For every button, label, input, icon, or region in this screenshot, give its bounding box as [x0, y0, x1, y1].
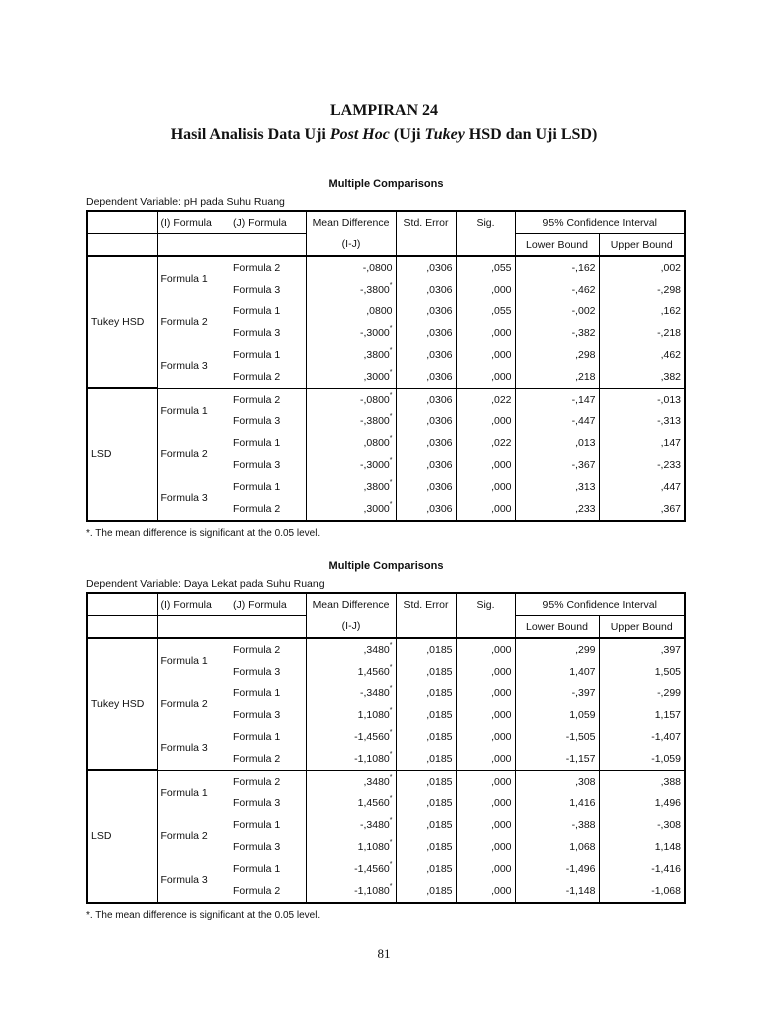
header-blank: [230, 234, 306, 257]
std-error-cell: ,0185: [396, 683, 456, 705]
lower-bound-cell: ,218: [515, 366, 599, 388]
header-blank: [157, 234, 230, 257]
std-error-cell: ,0306: [396, 366, 456, 388]
upper-bound-cell: 1,148: [599, 836, 685, 858]
subtitle-part-3: HSD dan Uji LSD): [464, 126, 598, 143]
upper-bound-cell: 1,505: [599, 661, 685, 683]
sig-cell: ,000: [456, 683, 515, 705]
mean-difference-value: 1,1080: [357, 841, 390, 854]
table-row: [87, 814, 685, 836]
header-confidence-interval: 95% Confidence Interval: [515, 593, 685, 616]
j-formula-cell: Formula 1: [233, 437, 281, 450]
header-i-formula: (I) Formula: [157, 593, 230, 616]
table-row: [87, 476, 685, 498]
lower-bound-cell: 1,059: [515, 704, 599, 726]
lower-bound-cell: -,002: [515, 301, 599, 323]
mean-difference-cell: [306, 322, 396, 344]
j-formula-cell: Formula 3: [233, 797, 281, 810]
header-mean-difference: Mean Difference: [306, 593, 396, 616]
std-error-cell: ,0306: [396, 301, 456, 323]
sig-cell: ,000: [456, 411, 515, 433]
upper-bound-cell: -,298: [599, 279, 685, 301]
header-j-formula: (J) Formula: [233, 216, 287, 229]
group-label: Formula 2: [157, 301, 230, 345]
lower-bound-cell: ,313: [515, 476, 599, 498]
group-label: Formula 2: [157, 814, 230, 858]
mean-difference-cell: [306, 661, 396, 683]
upper-bound-cell: -,313: [599, 411, 685, 433]
significance-marker: *: [389, 860, 393, 868]
significance-marker: *: [389, 281, 393, 289]
lower-bound-cell: -,162: [515, 256, 599, 279]
method-label: LSD: [87, 770, 157, 902]
mean-difference-value: -,3000: [359, 327, 390, 340]
header-upper-bound: Upper Bound: [599, 234, 685, 257]
lower-bound-cell: -,397: [515, 683, 599, 705]
j-formula-cell: Formula 2: [230, 388, 306, 410]
sig-cell: ,000: [456, 661, 515, 683]
mean-difference-cell: [306, 858, 396, 880]
upper-bound-cell: -1,407: [599, 726, 685, 748]
comparison-table: [86, 592, 686, 904]
std-error-cell: ,0185: [396, 793, 456, 815]
header-blank: [87, 616, 157, 639]
std-error-cell: ,0306: [396, 498, 456, 521]
std-error-cell: ,0306: [396, 388, 456, 410]
std-error-cell: ,0185: [396, 661, 456, 683]
table-block-ph: [86, 178, 686, 539]
j-formula-cell: Formula 1: [233, 731, 281, 744]
comparison-table: [86, 210, 686, 522]
group-label: Formula 2: [157, 432, 230, 476]
sig-cell: ,000: [456, 638, 515, 661]
sig-cell: ,055: [456, 256, 515, 279]
upper-bound-cell: ,382: [599, 366, 685, 388]
mean-difference-value: ,3000: [363, 370, 390, 383]
header-sig: Sig.: [456, 211, 515, 234]
std-error-cell: ,0185: [396, 704, 456, 726]
std-error-cell: ,0306: [396, 476, 456, 498]
significance-marker: *: [389, 500, 393, 508]
mean-difference-cell: [306, 683, 396, 705]
lower-bound-cell: -1,157: [515, 748, 599, 770]
mean-difference-value: ,0800: [363, 437, 390, 450]
lower-bound-cell: ,013: [515, 432, 599, 454]
significance-marker: *: [389, 707, 393, 715]
upper-bound-cell: ,002: [599, 256, 685, 279]
header-blank: [456, 616, 515, 639]
sig-cell: ,000: [456, 836, 515, 858]
table-title: Multiple Comparisons: [328, 178, 444, 190]
header-mean-difference-sub: (I-J): [306, 616, 396, 639]
dependent-variable: Dependent Variable: Daya Lekat pada Suhu Ruang: [86, 578, 325, 590]
mean-difference-value: -,3800: [359, 283, 390, 296]
mean-difference-value: -,0800: [359, 393, 390, 406]
lower-bound-cell: -,367: [515, 454, 599, 476]
mean-difference-value: ,3000: [363, 502, 390, 515]
j-formula-cell: Formula 1: [233, 349, 281, 362]
sig-cell: ,000: [456, 476, 515, 498]
group-label: Formula 2: [157, 683, 230, 727]
header-blank: [87, 593, 157, 616]
lower-bound-cell: -1,505: [515, 726, 599, 748]
upper-bound-cell: ,388: [599, 770, 685, 792]
std-error-cell: ,0306: [396, 322, 456, 344]
j-formula-cell: Formula 3: [233, 841, 281, 854]
lower-bound-cell: 1,068: [515, 836, 599, 858]
std-error-cell: ,0306: [396, 432, 456, 454]
header-blank: [396, 234, 456, 257]
j-formula-cell: Formula 1: [233, 305, 281, 318]
header-lower-bound: Lower Bound: [515, 234, 599, 257]
page-title: LAMPIRAN 24: [330, 102, 438, 119]
std-error-cell: ,0185: [396, 748, 456, 770]
significance-marker: *: [389, 685, 393, 693]
mean-difference-cell: [306, 256, 396, 279]
table-row: [87, 432, 685, 454]
mean-difference-value: ,3480: [363, 775, 390, 788]
mean-difference-cell: [306, 836, 396, 858]
std-error-cell: ,0306: [396, 279, 456, 301]
j-formula-cell: Formula 2: [233, 884, 281, 897]
group-label: Formula 1: [157, 770, 230, 814]
j-formula-cell: Formula 3: [233, 283, 281, 296]
significance-marker: *: [389, 325, 393, 333]
j-formula-cell: Formula 3: [233, 327, 281, 340]
mean-difference-cell: [306, 880, 396, 903]
significance-marker: *: [389, 368, 393, 376]
mean-difference-value: -1,1080: [354, 752, 390, 765]
subtitle-tukey: Tukey: [424, 126, 465, 143]
upper-bound-cell: -1,416: [599, 858, 685, 880]
mean-difference-value: 1,4560: [357, 797, 390, 810]
header-mean-difference-sub: (I-J): [306, 234, 396, 257]
table-row: [87, 858, 685, 880]
header-upper-bound: Upper Bound: [599, 616, 685, 639]
j-formula-cell: Formula 2: [233, 261, 281, 274]
upper-bound-cell: -,013: [599, 388, 685, 410]
upper-bound-cell: -,218: [599, 322, 685, 344]
upper-bound-cell: ,162: [599, 301, 685, 323]
header-blank: [456, 234, 515, 257]
sig-cell: ,055: [456, 301, 515, 323]
header-row: [87, 593, 685, 616]
upper-bound-cell: ,447: [599, 476, 685, 498]
upper-bound-cell: 1,496: [599, 793, 685, 815]
j-formula-cell: Formula 1: [233, 687, 281, 700]
mean-difference-value: -,3000: [359, 459, 390, 472]
mean-difference-value: 1,1080: [357, 709, 390, 722]
header-row: [87, 234, 685, 257]
header-blank: [157, 616, 230, 639]
std-error-cell: ,0185: [396, 726, 456, 748]
sig-cell: ,022: [456, 432, 515, 454]
table-row: [87, 683, 685, 705]
significance-marker: *: [389, 882, 393, 890]
sig-cell: ,000: [456, 454, 515, 476]
j-formula-cell: Formula 2: [233, 752, 281, 765]
mean-difference-cell: [306, 388, 396, 410]
lower-bound-cell: ,298: [515, 344, 599, 366]
sig-cell: ,000: [456, 793, 515, 815]
mean-difference-cell: [306, 279, 396, 301]
mean-difference-cell: [306, 432, 396, 454]
method-label: Tukey HSD: [87, 256, 157, 388]
sig-cell: ,000: [456, 366, 515, 388]
j-formula-cell: Formula 1: [233, 819, 281, 832]
upper-bound-cell: -1,068: [599, 880, 685, 903]
significance-marker: *: [389, 773, 393, 781]
std-error-cell: ,0306: [396, 454, 456, 476]
significance-marker: *: [389, 839, 393, 847]
mean-difference-cell: [306, 748, 396, 770]
lower-bound-cell: -,388: [515, 814, 599, 836]
lower-bound-cell: 1,416: [515, 793, 599, 815]
header-confidence-interval: 95% Confidence Interval: [515, 211, 685, 234]
group-label: Formula 1: [157, 388, 230, 432]
header-blank: [396, 616, 456, 639]
upper-bound-cell: -,233: [599, 454, 685, 476]
group-label: Formula 3: [157, 858, 230, 903]
sig-cell: ,000: [456, 344, 515, 366]
std-error-cell: ,0185: [396, 858, 456, 880]
sig-cell: ,022: [456, 388, 515, 410]
table-row: [87, 344, 685, 366]
mean-difference-cell: [306, 793, 396, 815]
header-lower-bound: Lower Bound: [515, 616, 599, 639]
std-error-cell: ,0185: [396, 770, 456, 792]
mean-difference-value: ,3800: [363, 349, 390, 362]
mean-difference-value: -,3480: [359, 819, 390, 832]
std-error-cell: ,0185: [396, 814, 456, 836]
std-error-cell: ,0185: [396, 880, 456, 903]
mean-difference-value: ,3800: [363, 480, 390, 493]
significance-marker: *: [389, 478, 393, 486]
upper-bound-cell: 1,157: [599, 704, 685, 726]
std-error-cell: ,0306: [396, 344, 456, 366]
mean-difference-value: -,3480: [359, 687, 390, 700]
significance-marker: *: [389, 435, 393, 443]
dependent-variable: Dependent Variable: pH pada Suhu Ruang: [86, 196, 285, 208]
mean-difference-cell: [306, 344, 396, 366]
mean-difference-value: -,0800: [362, 261, 393, 274]
upper-bound-cell: ,462: [599, 344, 685, 366]
upper-bound-cell: -1,059: [599, 748, 685, 770]
sig-cell: ,000: [456, 498, 515, 521]
mean-difference-value: -1,1080: [354, 884, 390, 897]
j-formula-cell: Formula 2: [233, 502, 281, 515]
sig-cell: ,000: [456, 770, 515, 792]
group-label: Formula 1: [157, 638, 230, 683]
mean-difference-value: ,3480: [363, 643, 390, 656]
mean-difference-cell: [306, 726, 396, 748]
table-row: [87, 726, 685, 748]
mean-difference-value: ,0800: [366, 305, 393, 318]
header-row: [87, 616, 685, 639]
upper-bound-cell: -,299: [599, 683, 685, 705]
mean-difference-value: -,3800: [359, 415, 390, 428]
header-row: [87, 211, 685, 234]
sig-cell: ,000: [456, 726, 515, 748]
j-formula-cell: Formula 2: [233, 370, 281, 383]
significance-marker: *: [389, 750, 393, 758]
significance-marker: *: [389, 663, 393, 671]
table-footnote: *. The mean difference is significant at the 0.05 level.: [86, 909, 321, 921]
mean-difference-cell: [306, 411, 396, 433]
subtitle-part-2: (Uji: [389, 126, 425, 143]
lower-bound-cell: -,147: [515, 388, 599, 410]
j-formula-cell: Formula 3: [233, 415, 281, 428]
subtitle-post-hoc: Post Hoc: [329, 126, 390, 143]
table-row: [87, 770, 685, 792]
significance-marker: *: [389, 457, 393, 465]
sig-cell: ,000: [456, 704, 515, 726]
mean-difference-cell: [306, 498, 396, 521]
mean-difference-cell: [306, 454, 396, 476]
j-formula-cell: Formula 1: [233, 862, 281, 875]
j-formula-cell: Formula 1: [233, 480, 281, 493]
mean-difference-cell: [306, 638, 396, 661]
sig-cell: ,000: [456, 322, 515, 344]
mean-difference-cell: [306, 814, 396, 836]
significance-marker: *: [389, 347, 393, 355]
j-formula-cell: Formula 3: [233, 709, 281, 722]
method-label: LSD: [87, 388, 157, 520]
sig-cell: ,000: [456, 858, 515, 880]
sig-cell: ,000: [456, 279, 515, 301]
header-std-error: Std. Error: [396, 211, 456, 234]
header-blank: [87, 211, 157, 234]
group-label: Formula 3: [157, 476, 230, 521]
mean-difference-cell: [306, 366, 396, 388]
upper-bound-cell: ,147: [599, 432, 685, 454]
subtitle-part-1: Hasil Analisis Data Uji: [170, 126, 330, 143]
mean-difference-value: -1,4560: [354, 862, 390, 875]
significance-marker: *: [389, 795, 393, 803]
table-row: [87, 388, 685, 410]
table-row: [87, 256, 685, 279]
mean-difference-cell: [306, 704, 396, 726]
lower-bound-cell: -1,148: [515, 880, 599, 903]
significance-marker: *: [389, 817, 393, 825]
sig-cell: ,000: [456, 880, 515, 903]
j-formula-cell: Formula 3: [233, 459, 281, 472]
upper-bound-cell: -,308: [599, 814, 685, 836]
header-blank: [230, 616, 306, 639]
j-formula-cell: Formula 2: [233, 643, 281, 656]
significance-marker: *: [389, 413, 393, 421]
lower-bound-cell: -,462: [515, 279, 599, 301]
header-i-formula: (I) Formula: [157, 211, 230, 234]
std-error-cell: ,0185: [396, 638, 456, 661]
table-row: [87, 638, 685, 661]
page-number: 81: [377, 946, 391, 961]
table-footnote: *. The mean difference is significant at the 0.05 level.: [86, 527, 321, 539]
mean-difference-cell: [306, 301, 396, 323]
mean-difference-value: -1,4560: [354, 731, 390, 744]
lower-bound-cell: 1,407: [515, 661, 599, 683]
group-label: Formula 3: [157, 344, 230, 388]
mean-difference-cell: [306, 770, 396, 792]
lower-bound-cell: -,382: [515, 322, 599, 344]
significance-marker: *: [389, 641, 393, 649]
header-mean-difference: Mean Difference: [306, 211, 396, 234]
lower-bound-cell: -,447: [515, 411, 599, 433]
mean-difference-cell: [306, 476, 396, 498]
upper-bound-cell: ,367: [599, 498, 685, 521]
lower-bound-cell: -1,496: [515, 858, 599, 880]
header-blank: [87, 234, 157, 257]
sig-cell: ,000: [456, 814, 515, 836]
header-sig: Sig.: [456, 593, 515, 616]
sig-cell: ,000: [456, 748, 515, 770]
lower-bound-cell: ,233: [515, 498, 599, 521]
table-block-daya-lekat: [86, 560, 686, 921]
group-label: Formula 1: [157, 256, 230, 301]
significance-marker: *: [389, 729, 393, 737]
std-error-cell: ,0306: [396, 256, 456, 279]
table-row: [87, 301, 685, 323]
table-title: Multiple Comparisons: [328, 560, 444, 572]
header-std-error: Std. Error: [396, 593, 456, 616]
lower-bound-cell: ,299: [515, 638, 599, 661]
j-formula-cell: Formula 3: [233, 665, 281, 678]
lower-bound-cell: ,308: [515, 770, 599, 792]
page-subtitle: [0, 126, 768, 144]
group-label: Formula 3: [157, 726, 230, 770]
method-label: Tukey HSD: [87, 638, 157, 770]
upper-bound-cell: ,397: [599, 638, 685, 661]
header-j-formula: (J) Formula: [233, 598, 287, 611]
std-error-cell: ,0306: [396, 411, 456, 433]
j-formula-cell: Formula 2: [230, 770, 306, 792]
std-error-cell: ,0185: [396, 836, 456, 858]
significance-marker: *: [389, 391, 393, 399]
mean-difference-value: 1,4560: [357, 665, 390, 678]
